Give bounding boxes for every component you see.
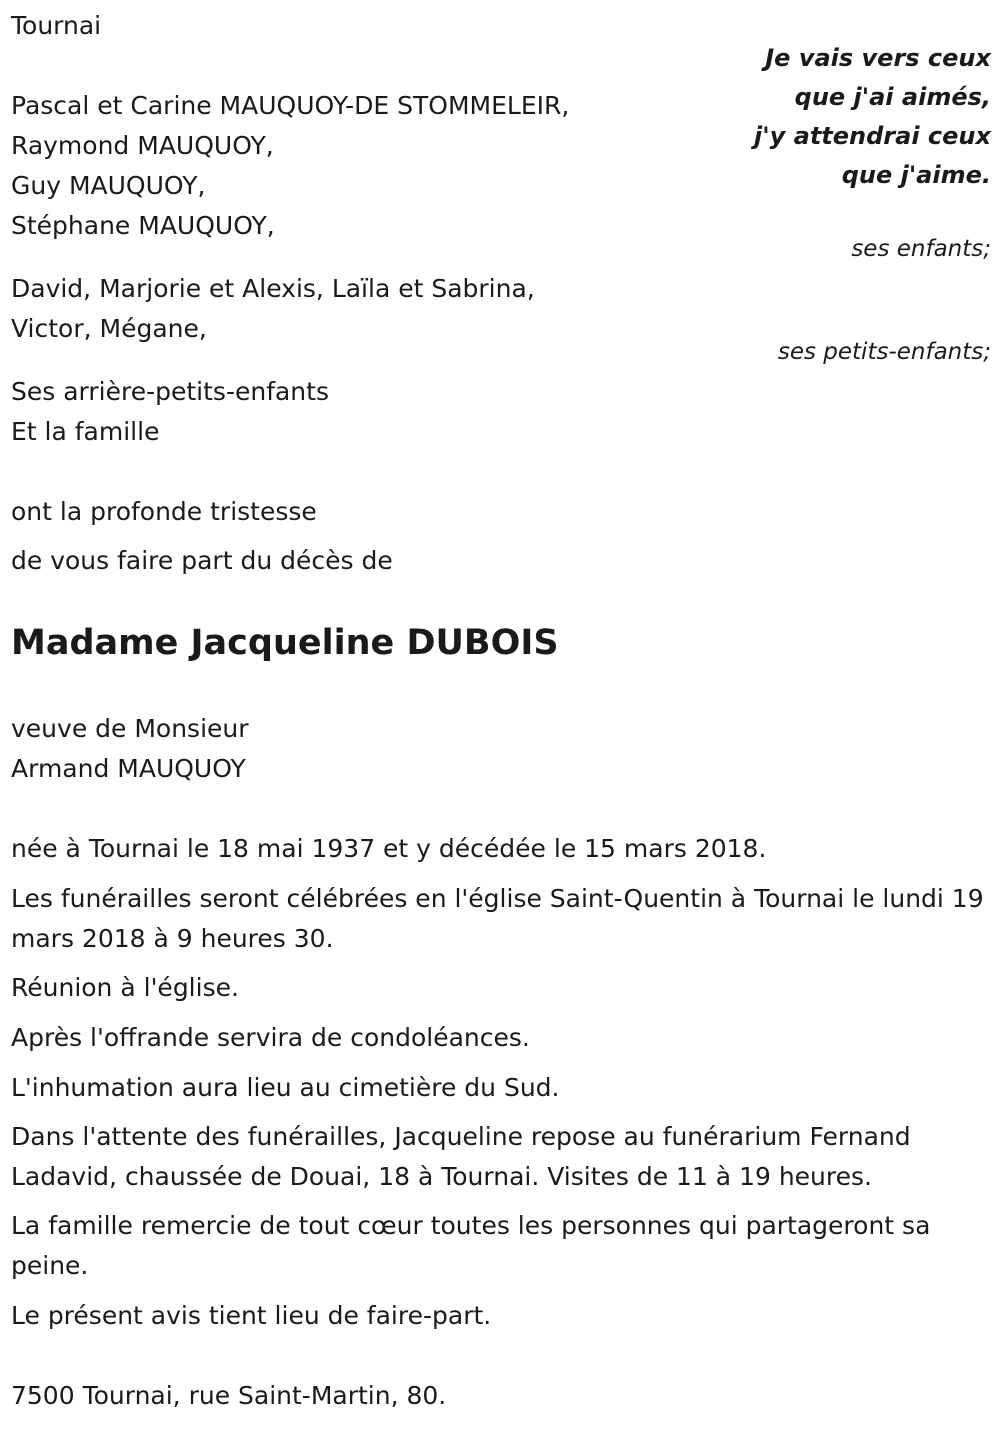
poem-line: j'y attendrai ceux bbox=[754, 122, 991, 150]
burial-info: L'inhumation aura lieu au cimetière du Sud. bbox=[11, 1073, 560, 1102]
poem-quote bbox=[754, 39, 991, 195]
children-role: ses enfants; bbox=[851, 236, 991, 262]
notice-info: Le présent avis tient lieu de faire-part. bbox=[11, 1301, 492, 1330]
funerarium-info: Dans l'attente des funérailles, Jacqueline repose au funérarium Fernand Ladavid, chaussée de Douai, 18 à Tournai. Visites de 11 à 19 heures. bbox=[11, 1122, 911, 1191]
announcement-line-2: de vous faire part du décès de bbox=[11, 546, 393, 575]
grandchildren-list bbox=[11, 269, 535, 349]
birth-death-info: née à Tournai le 18 mai 1937 et y décédée le 15 mars 2018. bbox=[11, 834, 767, 863]
child-name: Raymond MAUQUOY, bbox=[11, 131, 274, 160]
widow-of-line: veuve de Monsieur bbox=[11, 714, 249, 743]
deceased-name: Madame Jacqueline DUBOIS bbox=[11, 623, 559, 663]
address: 7500 Tournai, rue Saint-Martin, 80. bbox=[11, 1381, 447, 1410]
grandchildren-role: ses petits-enfants; bbox=[777, 339, 991, 365]
widow-of bbox=[11, 709, 249, 789]
funeral-info: Les funérailles seront célébrées en l'église Saint-Quentin à Tournai le lundi 19 mars 2018 à 9 heures 30. bbox=[11, 884, 984, 953]
other-relatives bbox=[11, 372, 329, 452]
relative-line: Ses arrière-petits-enfants bbox=[11, 377, 329, 406]
condolences-info: Après l'offrande servira de condoléances. bbox=[11, 1023, 530, 1052]
widow-of-line: Armand MAUQUOY bbox=[11, 754, 246, 783]
children-list bbox=[11, 86, 569, 246]
child-name: Stéphane MAUQUOY, bbox=[11, 211, 275, 240]
child-name: Guy MAUQUOY, bbox=[11, 171, 206, 200]
grandchild-name: David, Marjorie et Alexis, Laïla et Sabrina, bbox=[11, 274, 535, 303]
poem-line: Je vais vers ceux bbox=[765, 44, 991, 72]
relative-line: Et la famille bbox=[11, 417, 160, 446]
announcement-line-1: ont la profonde tristesse bbox=[11, 497, 317, 526]
meeting-info: Réunion à l'église. bbox=[11, 973, 239, 1002]
city-header: Tournai bbox=[11, 11, 102, 40]
poem-line: que j'aime. bbox=[841, 161, 991, 189]
grandchild-name: Victor, Mégane, bbox=[11, 314, 207, 343]
child-name: Pascal et Carine MAUQUOY-DE STOMMELEIR, bbox=[11, 91, 570, 120]
poem-line: que j'ai aimés, bbox=[794, 83, 991, 111]
thanks-info: La famille remercie de tout cœur toutes les personnes qui partageront sa peine. bbox=[11, 1211, 931, 1280]
